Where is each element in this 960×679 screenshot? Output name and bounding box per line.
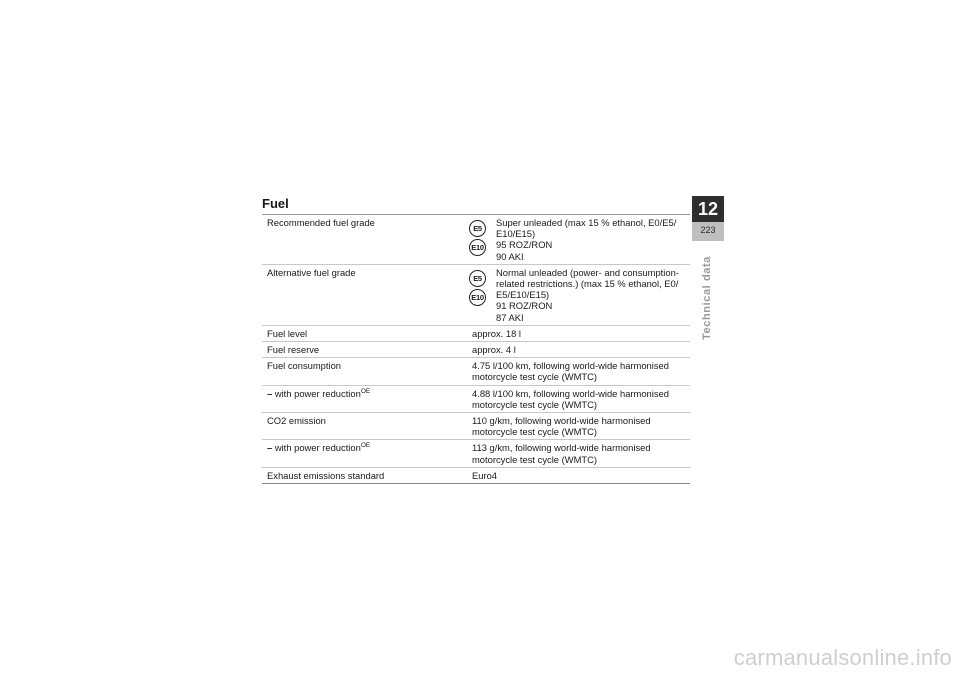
value-line: 90 AKI [496, 250, 524, 262]
value-line: Normal unleaded (power- and consumption- [496, 266, 679, 278]
optional-equipment-mark: OE [360, 442, 371, 450]
table-row [262, 215, 690, 265]
row-label [262, 440, 467, 467]
chapter-tab [692, 196, 724, 241]
table-row [262, 467, 690, 483]
sub-item-dash: – [267, 442, 273, 454]
table-row [262, 342, 690, 358]
value-line: 95 ROZ/RON [496, 239, 553, 251]
value-line: E10/E15) [496, 228, 536, 240]
e10-fuel-icon: E10 [469, 239, 486, 256]
row-label: Fuel reserve [267, 344, 320, 356]
row-label-text: with power reduction [274, 387, 361, 399]
value-line: 91 ROZ/RON [496, 300, 553, 312]
table-row [262, 325, 690, 341]
chapter-number: 12 [692, 196, 724, 222]
row-value: 110 g/km, following world-wide harmonised motorcycle test cycle (WMTC) [472, 415, 651, 438]
e10-fuel-icon: E10 [469, 289, 486, 306]
row-value: Euro4 [472, 469, 498, 481]
optional-equipment-mark: OE [360, 387, 371, 395]
row-value: 4.88 l/100 km, following world-wide harmonised motorcycle test cycle (WMTC) [472, 387, 669, 410]
row-value [467, 264, 690, 325]
value-line: E5/E10/E15) [496, 289, 550, 301]
value-line: related restrictions.) (max 15 % ethanol, E0/ [496, 278, 679, 290]
row-value: approx. 18 l [472, 327, 521, 339]
page-number: 223 [700, 225, 716, 235]
row-label: Fuel level [267, 327, 308, 339]
row-value [467, 215, 690, 265]
fuel-spec-table [262, 214, 690, 484]
table-row [262, 385, 690, 412]
row-label: CO2 emission [267, 415, 326, 427]
table-row [262, 264, 690, 325]
e5-fuel-icon: E5 [469, 220, 486, 237]
row-label [262, 385, 467, 412]
sub-item-dash: – [267, 387, 273, 399]
row-value: 4.75 l/100 km, following world-wide harmonised motorcycle test cycle (WMTC) [472, 360, 669, 383]
row-value: 113 g/km, following world-wide harmonised motorcycle test cycle (WMTC) [472, 442, 651, 465]
row-label: Alternative fuel grade [267, 266, 356, 278]
row-label-text: with power reduction [274, 442, 361, 454]
row-label: Recommended fuel grade [267, 217, 375, 228]
value-line: 87 AKI [496, 311, 524, 323]
value-line: Super unleaded (max 15 % ethanol, E0/E5/ [496, 217, 677, 228]
row-label: Exhaust emissions standard [267, 469, 385, 481]
chapter-side-label-text: Technical data [701, 256, 713, 340]
e5-fuel-icon: E5 [469, 270, 486, 287]
table-row [262, 440, 690, 467]
table-row [262, 413, 690, 440]
row-label: Fuel consumption [267, 360, 341, 372]
watermark: carmanualsonline.info [733, 645, 952, 670]
section-title: Fuel [262, 196, 289, 211]
row-value: approx. 4 l [472, 344, 516, 356]
table-row [262, 358, 690, 385]
